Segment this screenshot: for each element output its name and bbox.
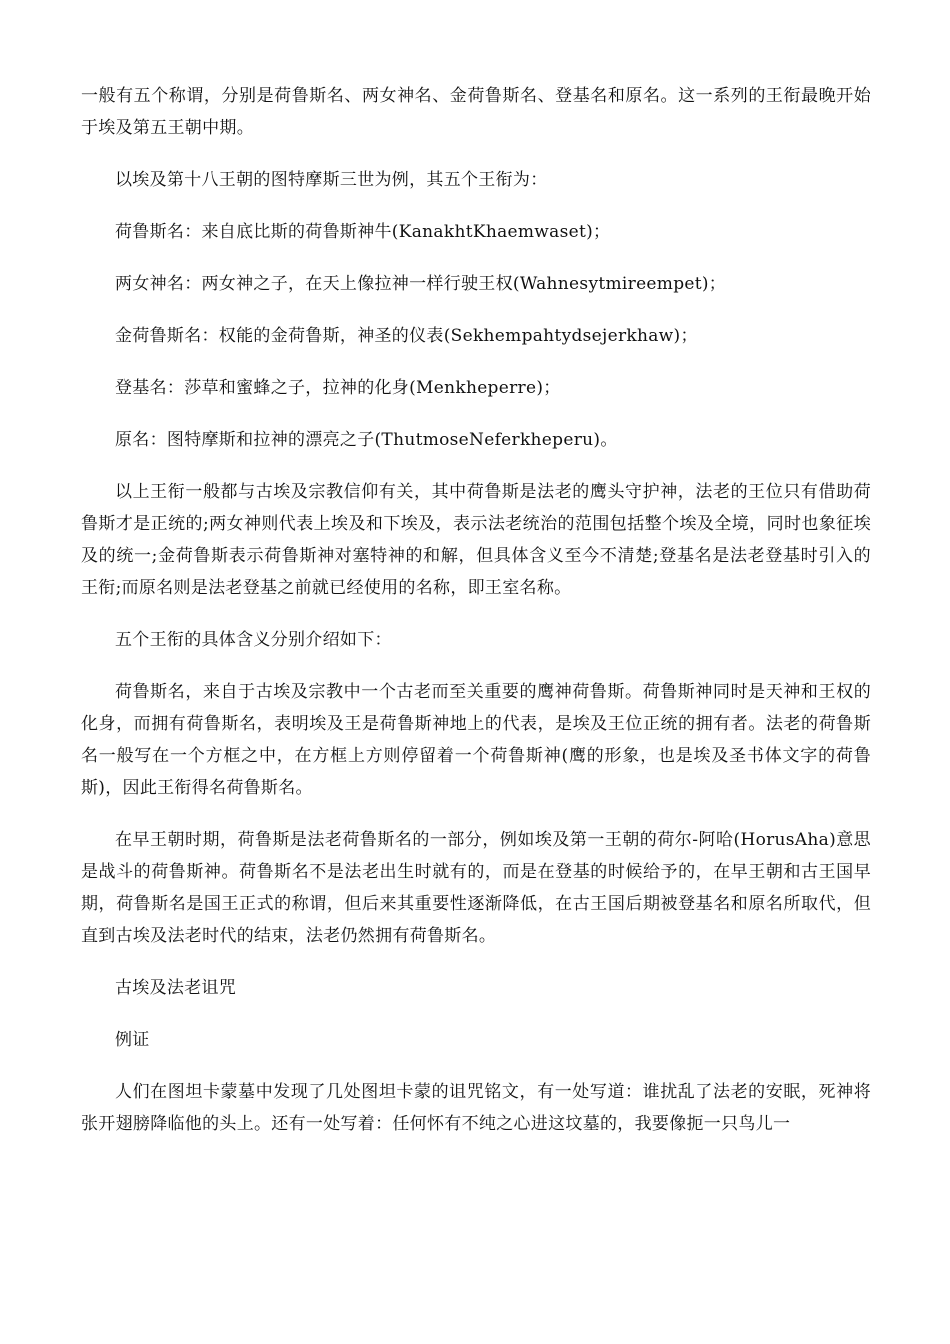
section-heading-curse: 古埃及法老诅咒 [115, 978, 237, 998]
paragraph-two-ladies-name: 两女神名：两女神之子，在天上像拉神一样行驶王权(Wahnesytmireempet)； [115, 274, 727, 294]
paragraph-example-intro: 以埃及第十八王朝的图特摩斯三世为例，其五个王衔为： [115, 170, 548, 190]
paragraph-throne-name: 登基名：莎草和蜜蜂之子，拉神的化身(Menkheperre)； [115, 378, 561, 398]
paragraph-golden-horus-name: 金荷鲁斯名：权能的金荷鲁斯，神圣的仪表(Sekhempahtydsejerkhaw)； [115, 326, 698, 346]
paragraph-horus-name-detail: 荷鲁斯名，来自于古埃及宗教中一个古老而至关重要的鹰神荷鲁斯。荷鲁斯神同时是天神和王权的化身，而拥有荷鲁斯名，表明埃及王是荷鲁斯神地上的代表，是埃及王位正统的拥有者。法老的荷鲁斯名一般写在一个方框之中，在方框上方则停留着一个荷鲁斯神(鹰的形象，也是埃及圣书体文字的荷鲁斯)，因此王衔得名荷鲁斯名。 [81, 682, 871, 798]
section-heading-example: 例证 [115, 1030, 150, 1050]
paragraph-birth-name: 原名：图特摩斯和拉神的漂亮之子(ThutmoseNeferkheperu)。 [115, 430, 618, 450]
paragraph-tutankhamun-curse: 人们在图坦卡蒙墓中发现了几处图坦卡蒙的诅咒铭文，有一处写道：谁扰乱了法老的安眠，死神将张开翅膀降临他的头上。还有一处写着：任何怀有不纯之心进这坟墓的，我要像扼一只鸟儿一 [81, 1082, 871, 1134]
paragraph-early-dynastic: 在早王朝时期，荷鲁斯是法老荷鲁斯名的一部分，例如埃及第一王朝的荷尔-阿哈(HorusAha)意思是战斗的荷鲁斯神。荷鲁斯名不是法老出生时就有的，而是在登基的时候给予的，在早王朝和古王国早期，荷鲁斯名是国王正式的称谓，但后来其重要性逐渐降低，在古王国后期被登基名和原名所取代，但直到古埃及法老时代的结束，法老仍然拥有荷鲁斯名。 [81, 830, 871, 946]
paragraph-titles-meaning: 以上王衔一般都与古埃及宗教信仰有关，其中荷鲁斯是法老的鹰头守护神，法老的王位只有借助荷鲁斯才是正统的;两女神则代表上埃及和下埃及，表示法老统治的范围包括整个埃及全境，同时也象征埃及的统一;金荷鲁斯表示荷鲁斯神对塞特神的和解，但具体含义至今不清楚;登基名是法老登基时引入的王衔;而原名则是法老登基之前就已经使用的名称，即王室名称。 [81, 482, 871, 598]
document-body [81, 80, 871, 1160]
paragraph-titles-intro: 一般有五个称谓，分别是荷鲁斯名、两女神名、金荷鲁斯名、登基名和原名。这一系列的王衔最晚开始于埃及第五王朝中期。 [81, 86, 871, 138]
paragraph-details-intro: 五个王衔的具体含义分别介绍如下： [115, 630, 392, 650]
paragraph-horus-name: 荷鲁斯名：来自底比斯的荷鲁斯神牛(KanakhtKhaemwaset)； [115, 222, 611, 242]
